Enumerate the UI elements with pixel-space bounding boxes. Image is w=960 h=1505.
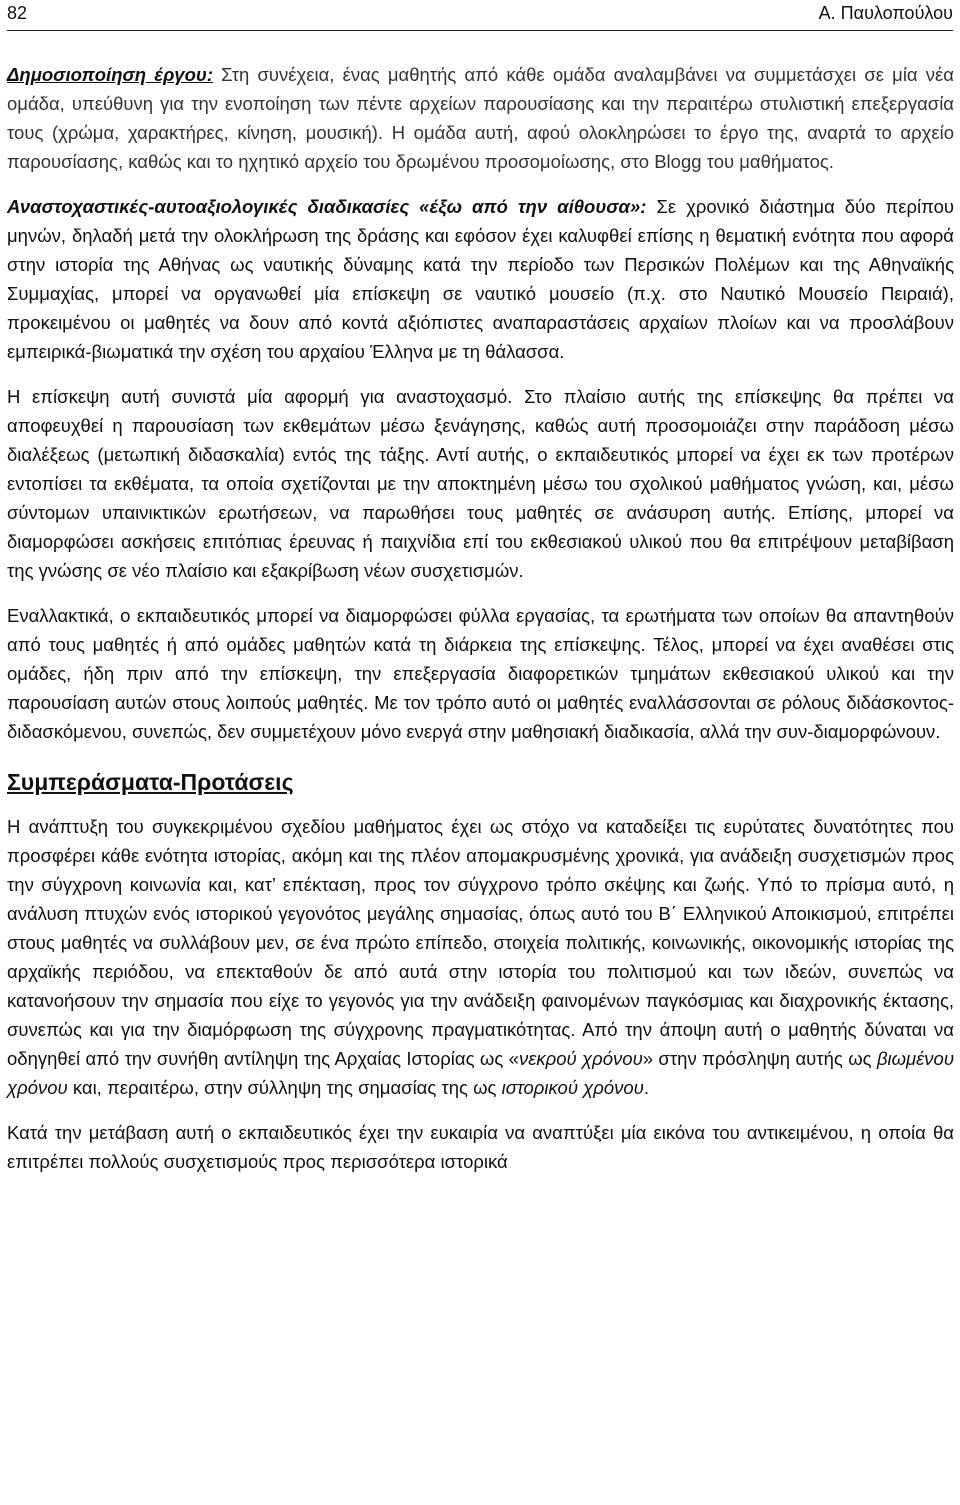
paragraph-dissemination bbox=[7, 60, 954, 176]
paragraph-reflection bbox=[7, 192, 954, 366]
section-heading: Συμπεράσματα-Προτάσεις bbox=[7, 769, 294, 795]
italic-term: ιστορικού χρόνου bbox=[501, 1077, 644, 1098]
paragraph-alternatives bbox=[7, 601, 954, 746]
paragraph-visit bbox=[7, 382, 954, 585]
paragraph-text: Εναλλακτικά, ο εκπαιδευτικός μπορεί να διαμορφώσει φύλλα εργασίας, τα ερωτήματα των οποίων θα απαντηθούν από τους μαθητές ή από ομάδες μαθητών κατά τη διάρκεια της επίσκεψης. Τέλος, μπορεί να έχει αναθέσει στις ομάδες, ήδη πριν από την επίσκεψη, την επεξεργασία διαφορετικών τμημάτων εκθεσιακού υλικού και την παρουσίαση αυτών στους λοιπούς μαθητές. Με τον τρόπο αυτό οι μαθητές εναλλάσσονται σε ρόλους διδάσκοντος-διδασκόμενου, συνεπώς, δεν συμμετέχουν μόνο ενεργά στην μαθησιακή διαδικασία, αλλά την συν-διαμορφώνουν. bbox=[7, 605, 954, 742]
page-header bbox=[7, 0, 953, 31]
paragraph-text: Η επίσκεψη αυτή συνιστά μία αφορμή για αναστοχασμό. Στο πλαίσιο αυτής της επίσκεψης θα πρέπει να αποφευχθεί η παρουσίαση των εκθεμάτων μέσω ξενάγησης, καθώς αυτή προσομοιάζει στην παράδοση μέσω διαλέξεως (μετωπική διδασκαλία) εντός της τάξης. Αντί αυτής, ο εκπαιδευτικός μπορεί να έχει εκ των προτέρων εντοπίσει τα εκθέματα, τα οποία σχετίζονται με την αποκτημένη μέσω του σχολικού μαθήματος γνώση, και, μέσω σύντομων υπαινικτικών ερωτήσεων, να παρωθήσει τους μαθητές σε ανάσυρση αυτής. Επίσης, μπορεί να διαμορφώσει ασκήσεις επιτόπιας έρευνας ή παιχνίδια επί του εκθεσιακού υλικού που θα επιτρέψουν μεταβίβαση της γνώσης σε νέο πλαίσιο και εξακρίβωση νέων συσχετισμών. bbox=[7, 386, 954, 581]
paragraph-text: Κατά την μετάβαση αυτή ο εκπαιδευτικός έχει την ευκαιρία να αναπτύξει μία εικόνα του αντικειμένου, η οποία θα επιτρέπει πολλούς συσχετισμούς προς περισσότερα ιστορικά bbox=[7, 1122, 954, 1172]
paragraph-text: και, περαιτέρω, στην σύλληψη της σημασίας της ως bbox=[67, 1077, 502, 1098]
paragraph-transition bbox=[7, 1118, 954, 1176]
paragraph-lead: Δημοσιοποίηση έργου: bbox=[7, 64, 213, 85]
paragraph-text: . bbox=[643, 1077, 649, 1098]
paragraph-text: Η ομάδα αυτή, αφού ολοκληρώσει το έργο της, αναρτά το αρχείο παρουσίασης, καθώς και το ηχητικό αρχείο του δρωμένου προσομοίωσης, στο Blogg του μαθήματος. bbox=[7, 122, 954, 172]
paragraph-text: Σε χρονικό διάστημα δύο περίπου μηνών, δηλαδή μετά την ολοκλήρωση της δράσης και εφόσον έχει καλυφθεί επίσης η θεματική ενότητα που αφορά στην ιστορία της Αθήνας ως ναυτικής δύναμης κατά την περίοδο των Περσικών Πολέμων και της Αθηναϊκής Συμμαχίας, μπορεί να οργανωθεί μία επίσκεψη σε ναυτικό μουσείο (π.χ. στο Ναυτικό Μουσείο Πειραιά), προκειμένου οι μαθητές να δουν από κοντά αξιόπιστες αναπαραστάσεις αρχαίων πλοίων και να προσλάβουν εμπειρικά-βιωματικά την σχέση του αρχαίου Έλληνα με τη θάλασσα. bbox=[7, 196, 954, 362]
page-number: 82 bbox=[7, 3, 28, 23]
running-head: Α. Παυλοπούλου bbox=[818, 3, 953, 23]
paragraph-text: » στην πρόσληψη αυτής ως bbox=[642, 1048, 877, 1069]
italic-term: νεκρού χρόνου bbox=[518, 1048, 643, 1069]
body-text bbox=[7, 60, 954, 1192]
paragraph-conclusions bbox=[7, 812, 954, 1102]
italic-term: βιωμένου χρόνου bbox=[7, 1048, 955, 1098]
paragraph-lead: Αναστοχαστικές-αυτοαξιολογικές διαδικασίες «έξω από την αίθουσα»: bbox=[7, 196, 647, 217]
paragraph-text: Στη συνέχεια, ένας μαθητής από κάθε ομάδα αναλαμβάνει να συμμετάσχει σε μία νέα ομάδα, υπεύθυνη για την ενοποίηση των πέντε αρχείων παρουσίασης και την περαιτέρω στυλιστική επεξεργασία τους (χρώμα, χαρακτήρες, κίνηση, μουσική). bbox=[7, 64, 954, 143]
paragraph-text: Η ανάπτυξη του συγκεκριμένου σχεδίου μαθήματος έχει ως στόχο να καταδείξει τις ευρύτατες δυνατότητες που προσφέρει κάθε ενότητα ιστορίας, ακόμη και της πλέον απομακρυσμένης χρονικά, για ανάδειξη συσχετισμών προς την σύγχρονη κοινωνία και, κατ’ επέκταση, προς τον σύγχρονο τρόπο σκέψης και ζωής. Υπό το πρίσμα αυτό, η ανάλυση πτυχών ενός ιστορικού γεγονότος μεγάλης σημασίας, όπως αυτό του Β΄ Ελληνικού Αποικισμού, επιτρέπει στους μαθητές να συλλάβουν μεν, σε ένα πρώτο επίπεδο, στοιχεία πολιτικής, κοινωνικής, οικονομικής ιστορίας της αρχαϊκής περιόδου, να επεκταθούν δε από αυτά στην ιστορία του πολιτισμού και των ιδεών, συνεπώς να κατανοήσουν την σημασία που είχε το γεγονός για την ανάδειξη φαινομένων παγκόσμιας και διαχρονικής έκτασης, συνεπώς και για την διαμόρφωση της σύγχρονης πραγματικότητας. Από την άποψη αυτή ο μαθητής δύναται να οδηγηθεί από την συνήθη αντίληψη της Αρχαίας Ιστορίας ως « bbox=[7, 816, 954, 1069]
